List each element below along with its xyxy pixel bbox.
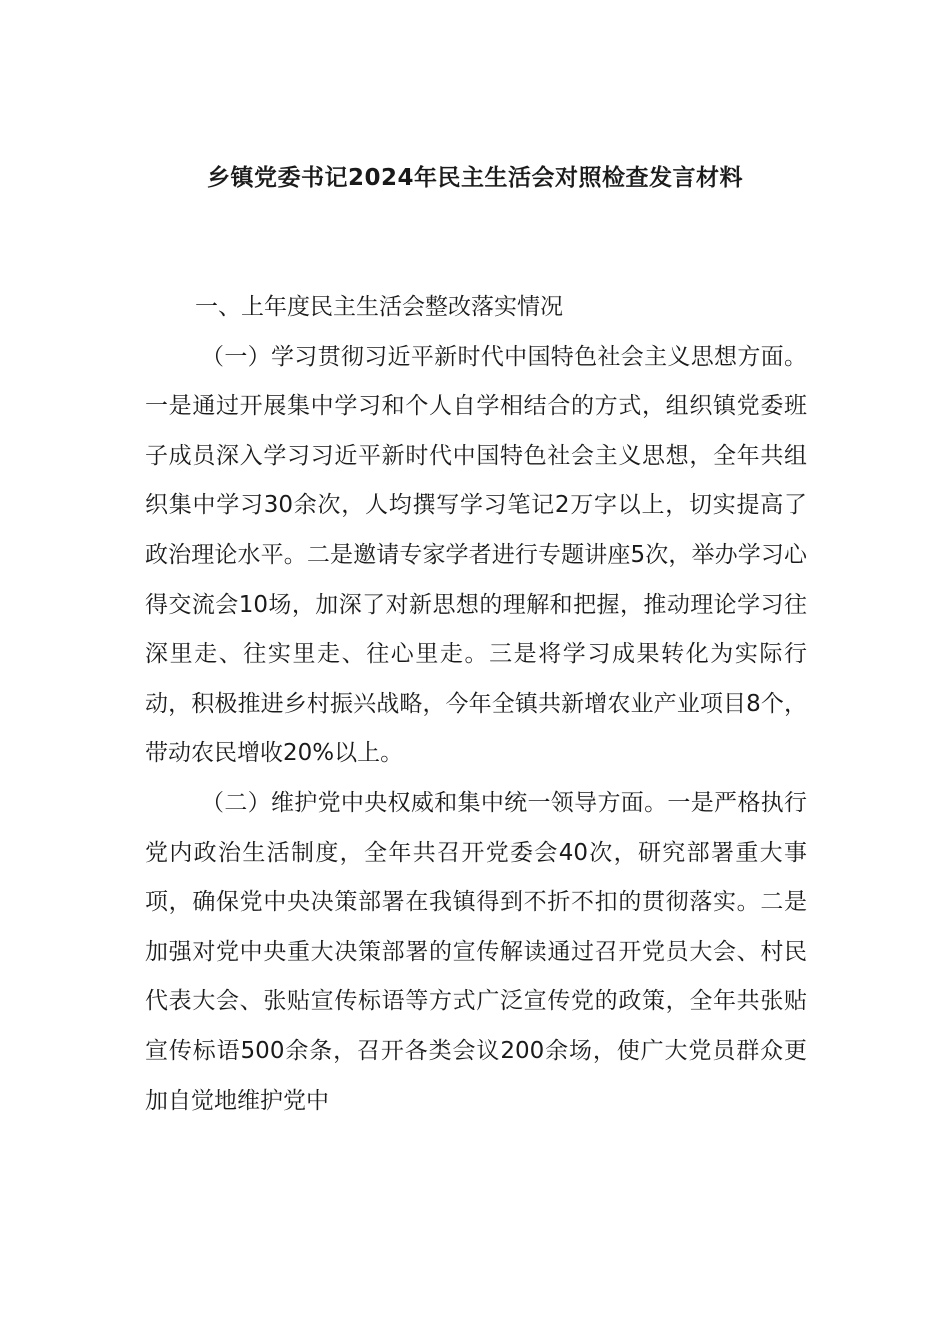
section-heading: 一、上年度民主生活会整改落实情况 — [195, 294, 563, 320]
paragraph-authority: （二）维护党中央权威和集中统一领导方面。一是严格执行党内政治生活制度，全年共召开党委会40次，研究部署重大事项，确保党中央决策部署在我镇得到不折不扣的贯彻落实。二是加强对党中央重大决策部署的宣传解读通过召开党员大会、村民代表大会、张贴宣传标语等方式广泛宣传党的政策，全年共张贴宣传标语500余条，召开各类会议200余场，使广大党员群众更加自觉地维护党中 — [145, 789, 807, 1114]
paragraph-study: （一）学习贯彻习近平新时代中国特色社会主义思想方面。一是通过开展集中学习和个人自学相结合的方式，组织镇党委班子成员深入学习习近平新时代中国特色社会主义思想，全年共组织集中学习30余次，人均撰写学习笔记2万字以上，切实提高了政治理论水平。二是邀请专家学者进行专题讲座5次，举办学习心得交流会10场，加深了对新思想的理解和把握，推动理论学习往深里走、往实里走、往心里走。三是将学习成果转化为实际行动，积极推进乡村振兴战略，今年全镇共新增农业产业项目8个，带动农民增收20%以上。 — [145, 343, 807, 767]
document-title: 乡镇党委书记2024年民主生活会对照检查发言材料 — [206, 165, 743, 191]
document-body — [145, 283, 807, 1126]
